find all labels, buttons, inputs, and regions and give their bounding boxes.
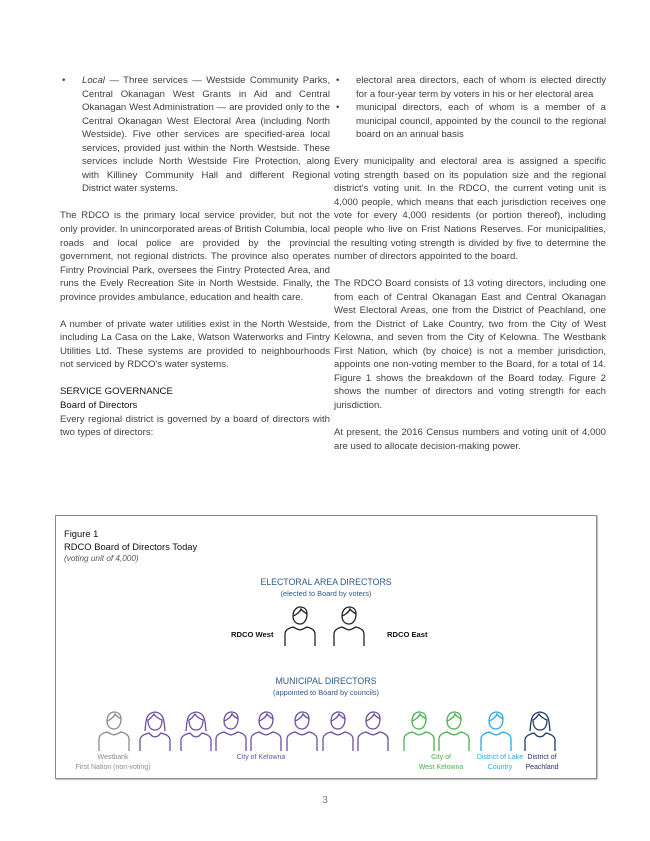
- figure-subtitle: (voting unit of 4,000): [64, 554, 139, 563]
- label-line: First Nation (non-voting): [75, 763, 151, 771]
- person-male-icon: [213, 709, 249, 751]
- electoral-subheading: (elected to Board by voters): [280, 589, 372, 598]
- label-line: Westbank: [97, 754, 129, 761]
- label-line: District of: [527, 754, 557, 761]
- right-column: [334, 74, 606, 453]
- person-female-icon: [178, 709, 214, 751]
- subsection-heading: Board of Directors: [60, 399, 138, 411]
- page-number: 3: [322, 795, 328, 806]
- bullet-dot: •: [336, 75, 340, 86]
- person-male-icon: [478, 709, 514, 751]
- label-line: West Kelowna: [418, 763, 464, 771]
- paragraph-primary-provider: The RDCO is the primary local service provider, but not the only provider. In unincorporated areas of British Columbia, local roads and local police are provided by the provincial government, not regional districts. The province also operates Fintry Provincial Park, oversees the Fintry Protected Area, and runs the Evely Recreation Site in North Westside. Finally, the province provides ambulance, education and health care.: [60, 210, 330, 303]
- bullet-dot: •: [336, 102, 340, 114]
- person-male-icon: [282, 604, 318, 646]
- label-line: Country: [487, 763, 513, 771]
- figure-board-of-directors: [55, 515, 597, 779]
- person-female-icon: [522, 709, 558, 751]
- label-line: City of: [431, 754, 451, 761]
- bullet-label-local: Local: [82, 75, 105, 86]
- paragraph-voting-strength: Every municipality and electoral area is assigned a specific voting strength based on its population size and the regional district's voting unit. In the RDCO, the current voting unit is 4,000 people, which means that each jurisdiction receives one vote for every 4,000 residents (or portion thereof), including people who live on Frist Nations Reserves. For municipalities, the resulting voting strength is divided by five to determine the number of directors appointed to the board.: [334, 156, 606, 263]
- person-male-icon: [320, 709, 356, 751]
- municipal-heading: MUNICIPAL DIRECTORS: [275, 676, 377, 686]
- label-line: District of Lake: [476, 754, 524, 761]
- person-male-icon: [401, 709, 437, 751]
- municipal-subheading: (appointed to Board by councils): [273, 688, 379, 697]
- label-line: City of Kelowna: [236, 754, 286, 761]
- paragraph-private-utilities: A number of private water utilities exist in the North Westside, including La Casa on the Lake, Watson Waterworks and Fintry Utilities Ltd. These systems are provided to neighbourhoods not serviced by RDCO's water systems.: [60, 318, 330, 371]
- person-male-icon: [96, 709, 132, 751]
- person-male-icon: [284, 709, 320, 751]
- paragraph-census: At present, the 2016 Census numbers and voting unit of 4,000 are used to allocate decision-making power.: [334, 427, 606, 452]
- figure-caption: [64, 528, 197, 566]
- person-male-icon: [331, 604, 367, 646]
- bullet-local-services: [60, 74, 330, 196]
- person-male-icon: [436, 709, 472, 751]
- kelowna-label: [216, 753, 306, 763]
- peachland-label: [518, 753, 566, 772]
- rdco-west-label: RDCO West: [231, 630, 274, 639]
- westbank-label: [58, 753, 168, 772]
- bullet-municipal-directors: [334, 101, 606, 142]
- figure-title: RDCO Board of Directors Today: [64, 540, 198, 552]
- paragraph-board-composition: The RDCO Board consists of 13 voting directors, including one from each of Central Okanagan East and Central Okanagan West Electoral Areas, one from the District of Peachland, one from the District of Lake Country, two from the City of West Kelowna, and seven from the City of Kelowna. The Westbank First Nation, which (by choice) is not a member jurisdiction, appoints one non-voting member to the Board, for a total of 14. Figure 1 shows the breakdown of the Board today. Figure 2 shows the number of directors and voting strength for each jurisdiction.: [334, 278, 606, 412]
- bullet-text: electoral area directors, each of whom is elected directly for a four-year term by voters in his or her electoral area: [356, 75, 606, 100]
- bullet-text-local: — Three services — Westside Community Parks, Central Okanagan West Grants in Aid and Central Okanagan West Administration — are provided only to the Central Okanagan West Electoral Area (including North Westside). Five other services are specified-area local services, provided just within the North Westside. These services include North Westside Fire Protection, along with Killiney Community Hall and different Regional District water systems.: [82, 75, 330, 195]
- paragraph-board-intro: Every regional district is governed by a board of directors with two types of directors:: [60, 413, 330, 439]
- person-male-icon: [355, 709, 391, 751]
- left-column: [60, 74, 330, 440]
- electoral-heading: ELECTORAL AREA DIRECTORS: [260, 577, 392, 587]
- label-line: Peachland: [525, 763, 559, 771]
- bullet-electoral-directors: [334, 74, 606, 101]
- person-female-icon: [137, 709, 173, 751]
- bullet-dot: •: [62, 75, 66, 86]
- figure-number: Figure 1: [64, 528, 99, 539]
- rdco-east-label: RDCO East: [387, 630, 428, 639]
- person-male-icon: [248, 709, 284, 751]
- section-heading: SERVICE GOVERNANCE: [60, 386, 173, 398]
- bullet-text: municipal directors, each of whom is a member of a municipal council, appointed by the council to the regional board on an annual basis: [356, 102, 606, 141]
